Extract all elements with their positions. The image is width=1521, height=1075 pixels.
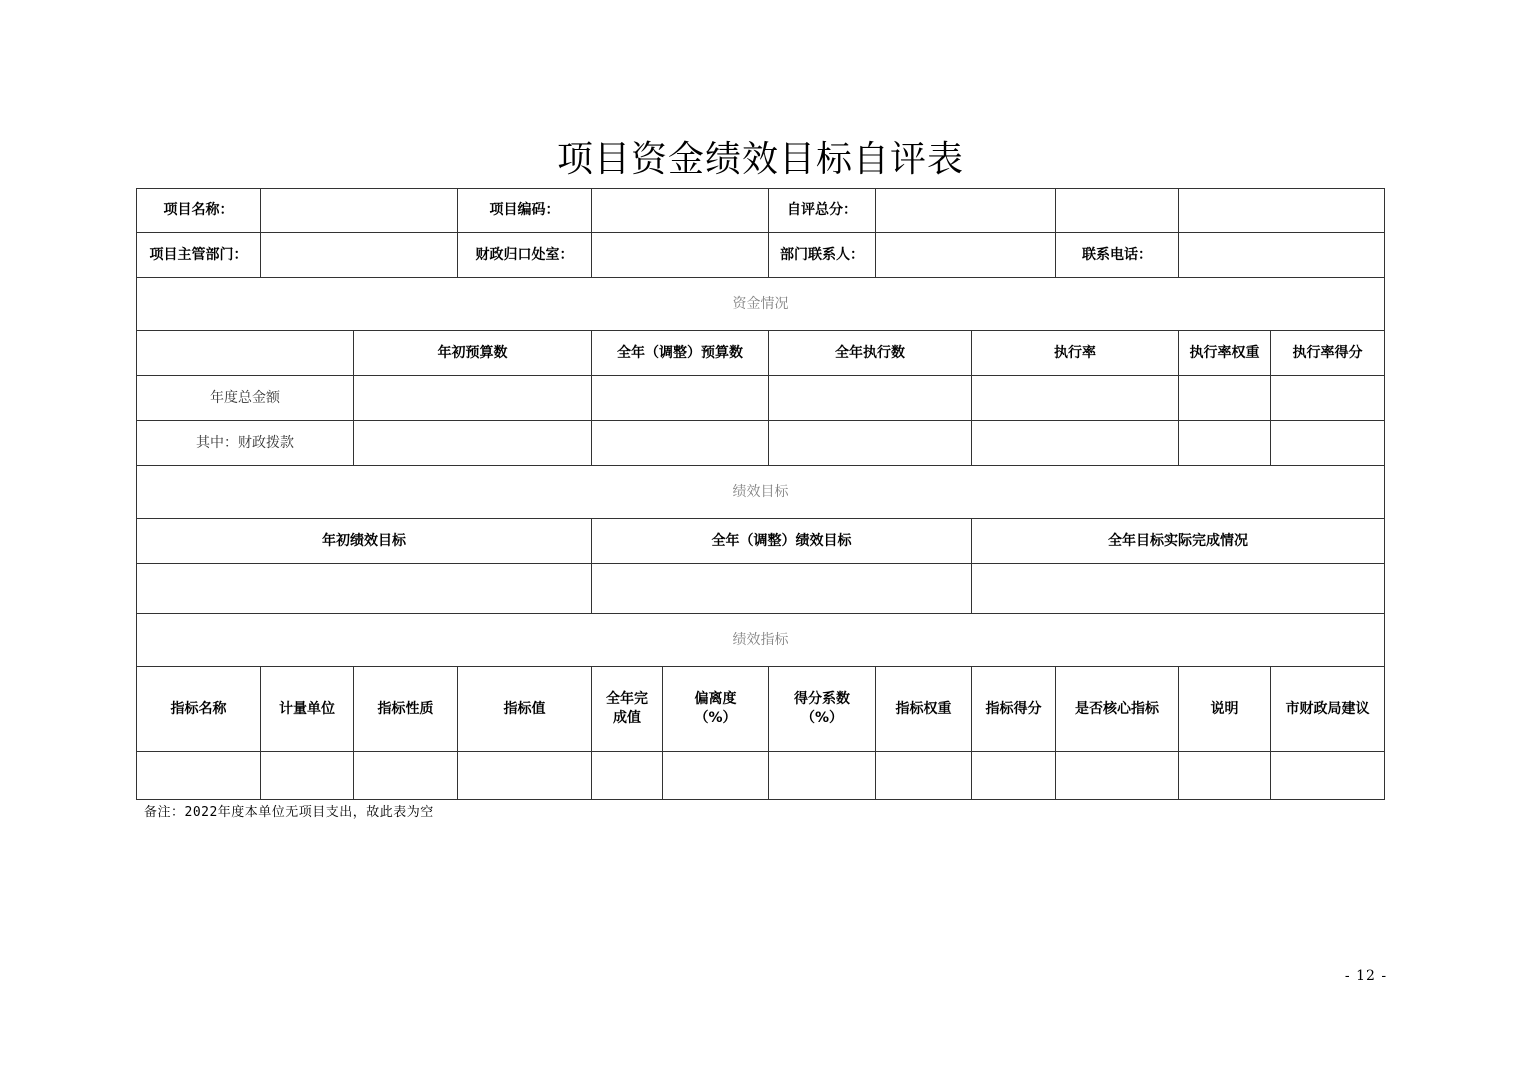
finance-office-label: 财政归口处室： [458,233,592,278]
ind-header-text: 偏离度 [694,691,737,707]
funds-cell[interactable] [1179,421,1271,466]
goals-cell-initial[interactable] [137,564,592,614]
funds-cell[interactable] [972,421,1179,466]
ind-header-text: 成值 [613,710,641,726]
ind-header-text: 市财政局建议 [1285,700,1370,717]
indicators-section-row [137,614,1385,667]
ind-header-text: （%） [800,710,844,726]
funds-cell[interactable] [1179,376,1271,421]
project-code-value[interactable] [592,189,769,233]
info-row-2 [137,233,1385,278]
ind-header-coefficient [769,667,876,752]
indicators-header-row [137,667,1385,752]
funds-header-adjusted-budget: 全年（调整）预算数 [592,331,769,376]
ind-header-text: 得分系数 [794,691,850,707]
contact-label: 部门联系人： [769,233,876,278]
funds-cell[interactable] [354,376,592,421]
ind-header-text: 指标性质 [377,700,434,717]
funds-header-rate-weight: 执行率权重 [1179,331,1271,376]
ind-header-name [137,667,261,752]
ind-cell[interactable] [1271,752,1385,800]
page-number: - 12 - [1344,968,1388,984]
ind-cell[interactable] [354,752,458,800]
ind-header-text: 全年完 [606,691,648,707]
ind-cell[interactable] [137,752,261,800]
info-row-1 [137,189,1385,233]
finance-office-value[interactable] [592,233,769,278]
ind-header-note [1179,667,1271,752]
funds-cell[interactable] [972,376,1179,421]
funds-header-executed: 全年执行数 [769,331,972,376]
goals-header-actual: 全年目标实际完成情况 [972,519,1385,564]
ind-header-score [972,667,1056,752]
funds-header-initial-budget: 年初预算数 [354,331,592,376]
funds-header-row [137,331,1385,376]
ind-header-completed [592,667,663,752]
funds-cell[interactable] [592,376,769,421]
indicators-value-row [137,752,1385,800]
ind-header-text: 指标权重 [895,700,952,717]
funds-section-row [137,278,1385,331]
ind-cell[interactable] [876,752,972,800]
self-score-label: 自评总分： [769,189,876,233]
goals-section-title: 绩效目标 [137,466,1385,519]
dept-label: 项目主管部门： [137,233,261,278]
ind-header-text: 指标值 [503,700,546,717]
indicators-section-title: 绩效指标 [137,614,1385,667]
evaluation-table [136,188,1385,800]
funds-row-total [137,376,1385,421]
phone-label: 联系电话： [1056,233,1179,278]
ind-header-weight [876,667,972,752]
contact-value[interactable] [876,233,1056,278]
ind-header-nature [354,667,458,752]
ind-cell[interactable] [972,752,1056,800]
funds-header-rate-score: 执行率得分 [1271,331,1385,376]
ind-cell[interactable] [1056,752,1179,800]
ind-header-text: （%） [694,710,737,726]
funds-row-fiscal [137,421,1385,466]
ind-cell[interactable] [592,752,663,800]
footnote: 备注：2022年度本单位无项目支出，故此表为空 [144,805,434,820]
ind-header-unit [261,667,354,752]
ind-header-deviation [663,667,769,752]
funds-header-exec-rate: 执行率 [972,331,1179,376]
ind-cell[interactable] [261,752,354,800]
funds-row-total-label: 年度总金额 [137,376,354,421]
funds-cell[interactable] [1271,421,1385,466]
funds-cell[interactable] [592,421,769,466]
ind-header-text: 指标名称 [170,700,227,717]
funds-cell[interactable] [1271,376,1385,421]
dept-value[interactable] [261,233,458,278]
goals-header-row [137,519,1385,564]
funds-cell[interactable] [769,376,972,421]
funds-cell[interactable] [769,421,972,466]
goals-header-adjusted: 全年（调整）绩效目标 [592,519,972,564]
extra-cell-2[interactable] [1179,189,1385,233]
funds-row-fiscal-label: 其中：财政拨款 [137,421,354,466]
goals-cell-actual[interactable] [972,564,1385,614]
ind-header-value [458,667,592,752]
goals-value-row [137,564,1385,614]
ind-header-text: 指标得分 [985,700,1042,717]
ind-cell[interactable] [663,752,769,800]
self-score-value[interactable] [876,189,1056,233]
page-title: 项目资金绩效目标自评表 [556,139,964,180]
goals-cell-adjusted[interactable] [592,564,972,614]
funds-section-title: 资金情况 [137,278,1385,331]
ind-cell[interactable] [769,752,876,800]
phone-value[interactable] [1179,233,1385,278]
goals-section-row [137,466,1385,519]
ind-cell[interactable] [1179,752,1271,800]
ind-header-text: 是否核心指标 [1075,700,1159,717]
ind-header-core [1056,667,1179,752]
project-name-value[interactable] [261,189,458,233]
ind-header-suggestion [1271,667,1385,752]
funds-cell[interactable] [354,421,592,466]
goals-header-initial: 年初绩效目标 [137,519,592,564]
project-name-label: 项目名称： [137,189,261,233]
ind-cell[interactable] [458,752,592,800]
project-code-label: 项目编码： [458,189,592,233]
ind-header-text: 计量单位 [279,700,335,717]
ind-header-text: 说明 [1210,700,1239,717]
funds-header-blank [137,331,354,376]
extra-cell-1[interactable] [1056,189,1179,233]
